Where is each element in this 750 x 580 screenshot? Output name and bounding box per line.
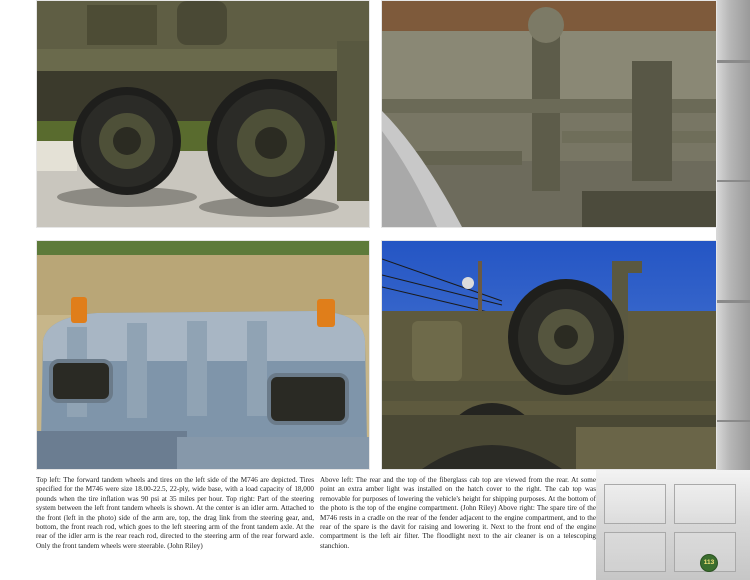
page-number-badge: 113	[701, 555, 717, 571]
cab-top-image	[37, 241, 369, 469]
caption-left: Top left: The forward tandem wheels and tires on the left side of the M746 are depicted. Tires specified for the M746 were size 18.00-22.5, 22-ply, wide base, with a load capacity of 18,000 pounds when the tire inflation was 90 psi at 35 miles per hour. Top right: Part of the steering system between the left front tandem wheels is shown. At the center is an idler arm. Attached to the front (left in the photo) side of the arm are, top, the drag link from the steering gear, and, bottom, the front reach rod, which goes to the left steering arm of the front tandem axle. At the rear of the idler arm is the rear reach rod, directed to the steering arm of the rear forward axle. Only the front tandem wheels were steerable. (John Riley)	[36, 476, 314, 550]
photo-spare-tire	[381, 240, 717, 470]
bottom-right-photo-bleed	[596, 470, 750, 580]
photo-tandem-wheels	[36, 0, 370, 228]
photo-cab-top	[36, 240, 370, 470]
tandem-wheels-image	[37, 1, 369, 227]
photo-steering-linkage	[381, 0, 717, 228]
caption-right: Above left: The rear and the top of the fiberglass cab top are viewed from the rear. At some point an extra amber light was installed on the hatch cover to the right. The cab top was removable for purposes of lowering the vehicle's height for shipping purposes. At the bottom of the photo is the top of the engine compartment. (John Riley) Above right: The spare tire of the M746 rests in a cradle on the rear of the fender adjacent to the engine compartment, and to the rear of the spare is the davit for raising and lowering it. Next to the front end of the engine compartment is the left air filter. The floodlight next to the air cleaner is on a telescoping stanchion.	[320, 476, 596, 550]
spare-tire-image	[382, 241, 716, 469]
steering-linkage-image	[382, 1, 716, 227]
